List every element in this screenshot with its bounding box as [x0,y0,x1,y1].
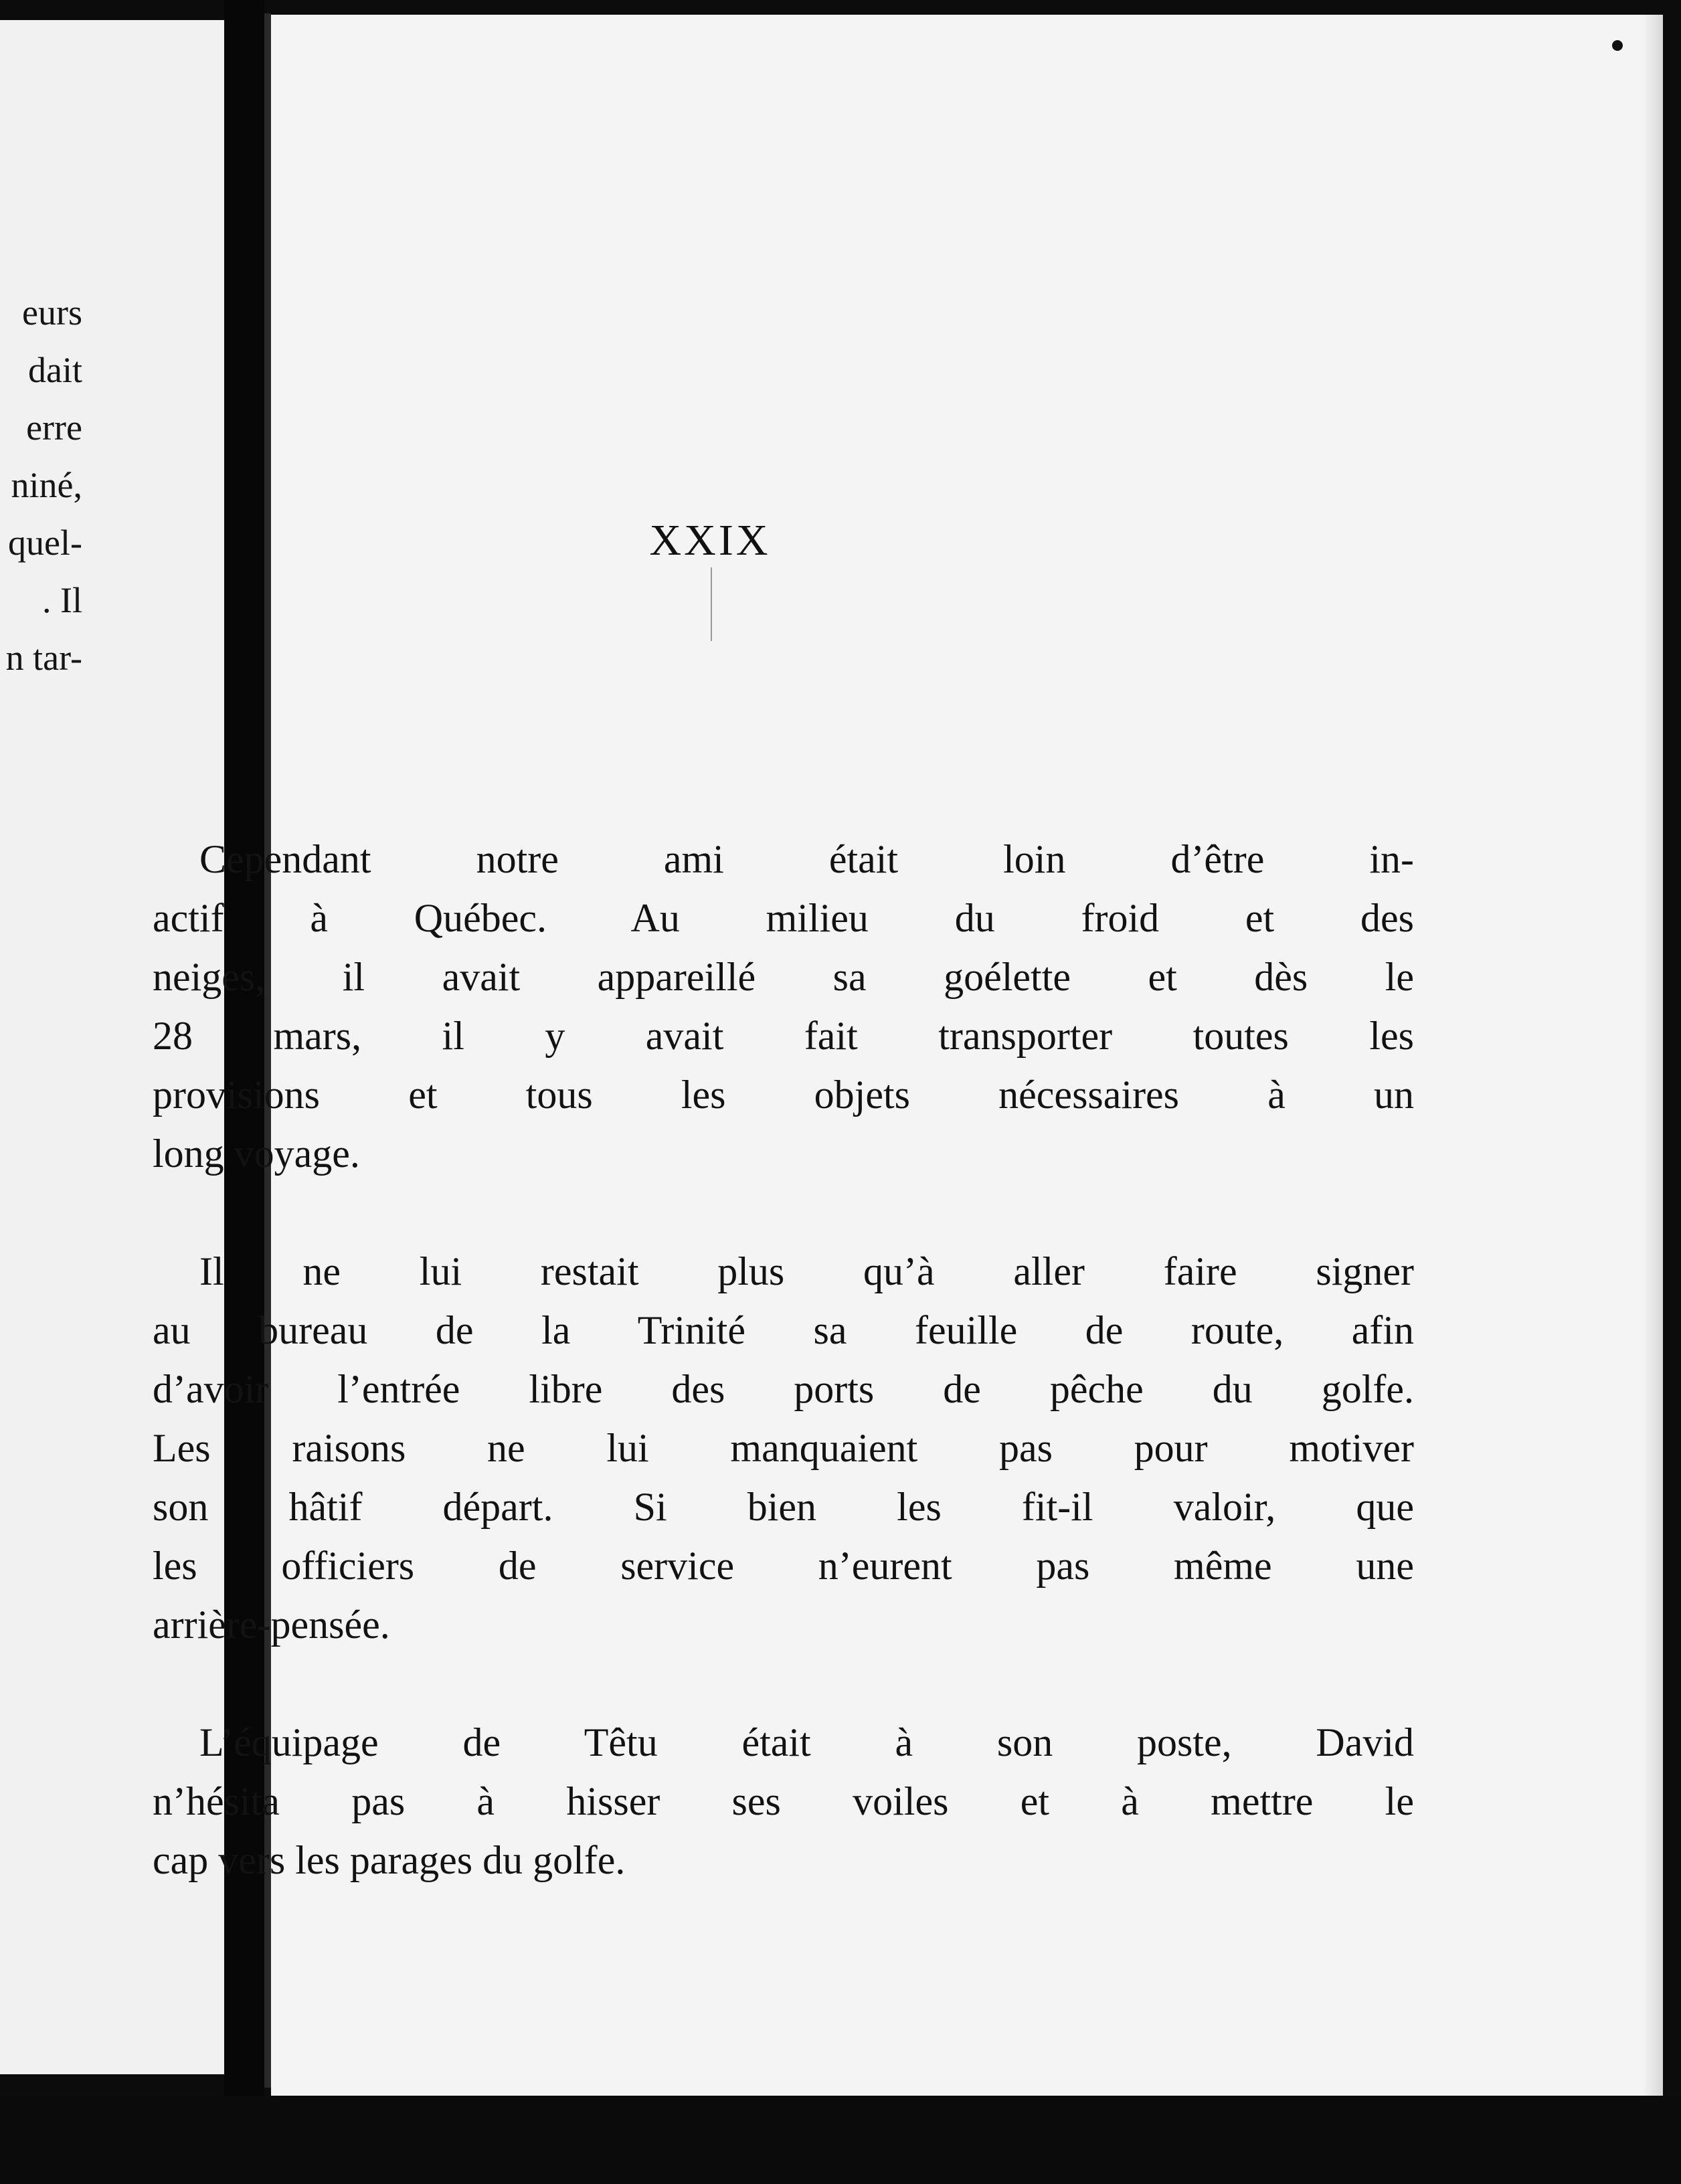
text-line: Les raisons ne lui manquaient pas pour motiver [153,1426,1414,1470]
previous-page-line: dait [28,350,82,390]
print-mark [711,567,712,641]
text-line: Cependant notre ami était loin d’être in- [199,837,1414,881]
text-line: Il ne lui restait plus qu’à aller faire signer [199,1249,1414,1293]
text-line: neiges, il avait appareillé sa goélette et dès le [153,955,1414,999]
paragraph [153,1713,1414,1890]
text-line: son hâtif départ. Si bien les fit-il valoir, que [153,1485,1414,1529]
chapter-heading: XXIX [649,516,771,565]
previous-page-line: niné, [11,465,82,505]
text-line: n’hésita pas à hisser ses voiles et à mettre le [153,1779,1414,1823]
scan-border [0,2096,1681,2184]
text-line: cap vers les parages du golfe. [153,1838,626,1882]
paragraph [153,830,1414,1183]
text-line: 28 mars, il y avait fait transporter toutes les [153,1014,1414,1058]
text-line: long voyage. [153,1131,360,1176]
previous-page-line: . Il [42,580,82,620]
text-line: L’équipage de Têtu était à son poste, David [199,1720,1414,1764]
text-line: d’avoir l’entrée libre des ports de pêche du golfe. [153,1367,1414,1411]
previous-page-line: n tar- [5,638,82,678]
text-line: actif à Québec. Au milieu du froid et des [153,896,1414,940]
text-line: les officiers de service n’eurent pas même une [153,1544,1414,1588]
text-line: au bureau de la Trinité sa feuille de route, afin [153,1308,1414,1352]
previous-page-line: erre [26,407,82,448]
text-line: provisions et tous les objets nécessaires à un [153,1073,1414,1117]
previous-page-line: quel- [8,523,82,563]
chapter-text [153,830,1414,1948]
ink-speck [1612,40,1623,51]
page-shadow [1643,15,1663,2096]
text-line: arrière-pensée. [153,1603,390,1647]
paragraph [153,1242,1414,1654]
previous-page-line: eurs [22,292,82,333]
